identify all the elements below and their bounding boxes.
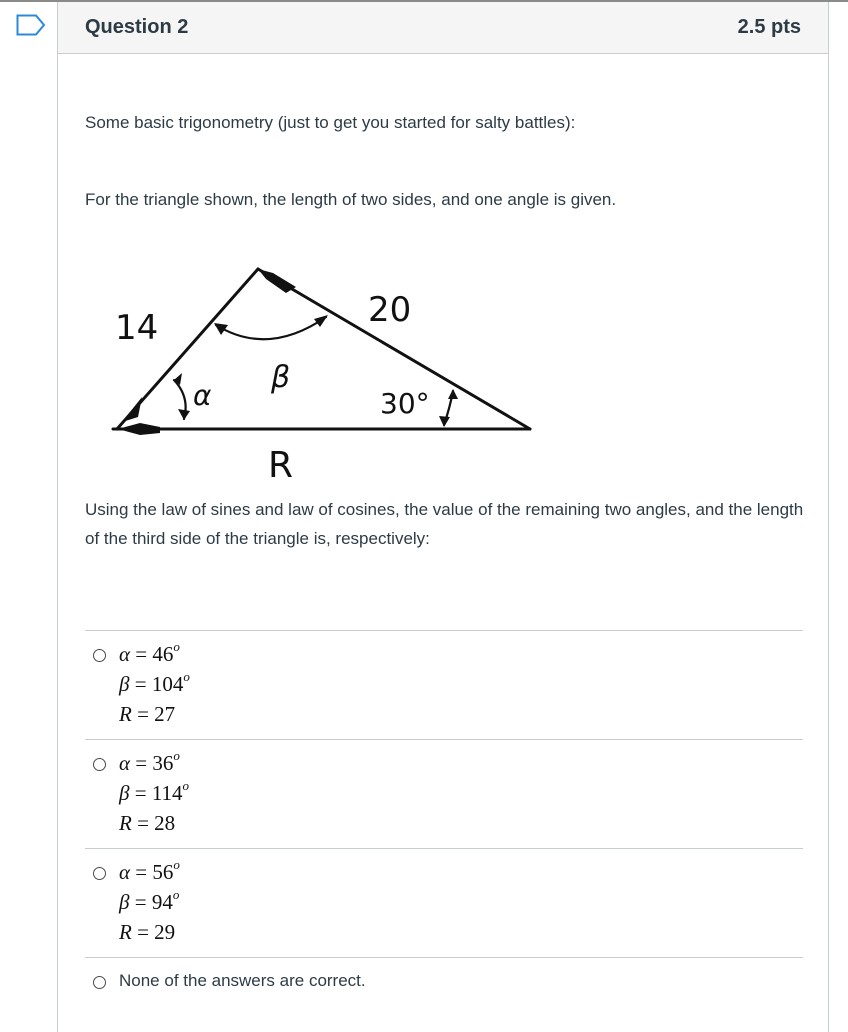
- question-prompt: For the triangle shown, the length of two sides, and one angle is given.: [85, 190, 617, 209]
- answer-option-1[interactable]: [85, 630, 803, 739]
- question-title: Question 2: [85, 16, 189, 38]
- answer-option-3[interactable]: [85, 848, 803, 957]
- arrowhead-alpha-top: [174, 373, 182, 385]
- answer-r-row: R = 27: [119, 702, 176, 726]
- angle-label-alpha: α: [193, 379, 212, 412]
- question-intro: Some basic trigonometry (just to get you started for salty battles):: [85, 113, 576, 132]
- radio-button[interactable]: [93, 867, 106, 880]
- arrowhead-30-bottom: [439, 416, 450, 427]
- arrowhead-30-top: [448, 389, 458, 399]
- side-label-20: 20: [368, 290, 412, 330]
- answer-alpha-row: $\alpha = 46^o$: [119, 639, 180, 666]
- answer-alpha-row: $\alpha = 36^o$: [119, 748, 180, 775]
- arrowhead-bottom: [118, 423, 160, 435]
- side-label-14: 14: [115, 308, 159, 348]
- triangle-figure: [108, 257, 608, 487]
- answer-beta-row: $\beta = 114^o$: [119, 778, 190, 805]
- answer-beta-row: $\beta = 94^o$: [119, 887, 180, 914]
- angle-label-beta: β: [271, 360, 291, 395]
- answer-option-none[interactable]: [85, 957, 803, 1018]
- answer-r-row: R = 29: [119, 920, 176, 944]
- question-card: [57, 2, 829, 1032]
- none-option-label: None of the answers are correct.: [119, 971, 366, 990]
- answer-option-2[interactable]: [85, 739, 803, 848]
- bookmark-flag-icon[interactable]: [16, 14, 46, 36]
- radio-button[interactable]: [93, 976, 106, 989]
- angle-label-30: 30°: [380, 387, 430, 420]
- answer-alpha-row: $\alpha = 56^o$: [119, 857, 180, 884]
- radio-button[interactable]: [93, 758, 106, 771]
- question-points: 2.5 pts: [737, 16, 801, 38]
- arrowhead-beta-right: [314, 315, 328, 327]
- arrowhead-left-side: [122, 397, 142, 422]
- answer-r-row: R = 28: [119, 811, 176, 835]
- question-header: [58, 2, 828, 54]
- question-instruction: Using the law of sines and law of cosines, the value of the remaining two angles, and the length of the third side of the triangle is, respectively:: [85, 500, 804, 548]
- answer-beta-row: $\beta = 104^o$: [119, 669, 190, 696]
- beta-arc: [216, 317, 326, 339]
- side-label-r: R: [268, 445, 294, 486]
- radio-button[interactable]: [93, 649, 106, 662]
- arrowhead-top: [258, 269, 296, 293]
- arrowhead-beta-left: [214, 323, 228, 335]
- answer-list: [85, 630, 803, 1018]
- arrowhead-alpha-bottom: [178, 409, 190, 420]
